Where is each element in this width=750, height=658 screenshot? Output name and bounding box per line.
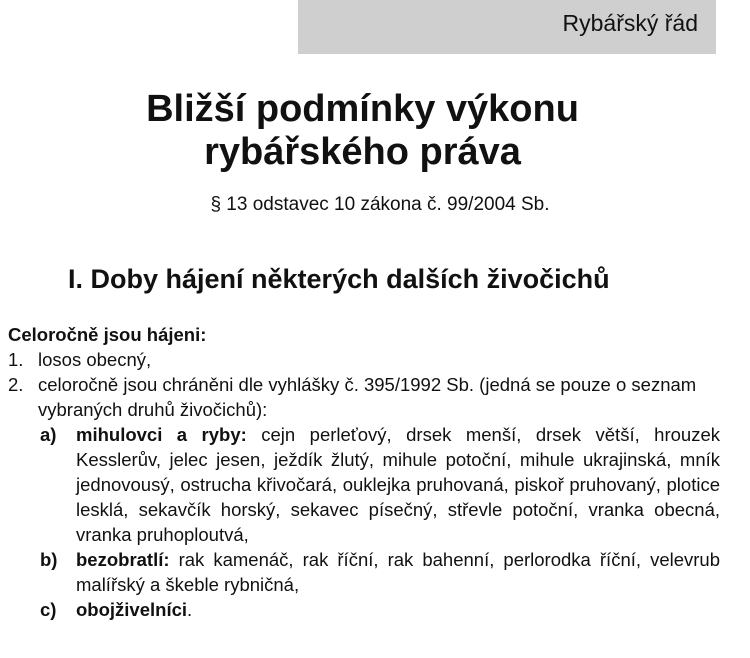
list-item-text: losos obecný, [38, 349, 152, 370]
header-title: Rybářský řád [562, 10, 698, 36]
page-title [0, 88, 725, 174]
sub-list-item-letter: a) [40, 424, 57, 445]
list-item-text: celoročně jsou chráněni dle vyhlášky č. 395/1992 Sb. (jedná se pouze o seznam vybraných druhů živočichů): [38, 374, 697, 420]
sub-list-item-letter: c) [40, 599, 57, 620]
list-item [8, 372, 720, 422]
list-item-number: 1. [8, 349, 24, 370]
list-item-number: 2. [8, 374, 24, 395]
sub-list-item-text: cejn perleťový, drsek menší, drsek větší, hrouzek Kesslerův, jelec jesen, ježdík žlutý, mihule potoční, mihule ukrajinská, mník jednovousý, ostrucha křivočará, ouklejka pruhovaná, piskoř pruhovaný, plotice lesklá, sekavčík horský, sekavec písečný, střevle potoční, vranka obecná, vranka pruhoploutvá, [76, 424, 721, 545]
sub-list-item-label: bezobratlí: [76, 549, 170, 570]
header-bar [298, 0, 716, 54]
sub-list-item-label: obojživelníci [76, 599, 188, 620]
section-title: I. Doby hájení některých dalších živočichů [68, 264, 610, 294]
sub-list-item-text: . [187, 599, 193, 620]
sub-list-item [8, 547, 720, 597]
sub-list-item-label: mihulovci a ryby: [76, 424, 247, 445]
list-item [8, 347, 720, 372]
sub-list-item [8, 422, 720, 547]
page-title-line-2: rybářského práva [204, 131, 521, 173]
sub-list-item-letter: b) [40, 549, 58, 570]
sub-list-item-text: rak kamenáč, rak říční, rak bahenní, perlorodka říční, velevrub malířský a škeble rybničná, [76, 549, 720, 595]
page-title-line-1: Bližší podmínky výkonu [146, 88, 579, 130]
law-reference: § 13 odstavec 10 zákona č. 99/2004 Sb. [210, 194, 550, 215]
content-body [8, 322, 720, 622]
sub-list-item [8, 597, 720, 622]
lead-text: Celoročně jsou hájeni: [8, 324, 207, 345]
